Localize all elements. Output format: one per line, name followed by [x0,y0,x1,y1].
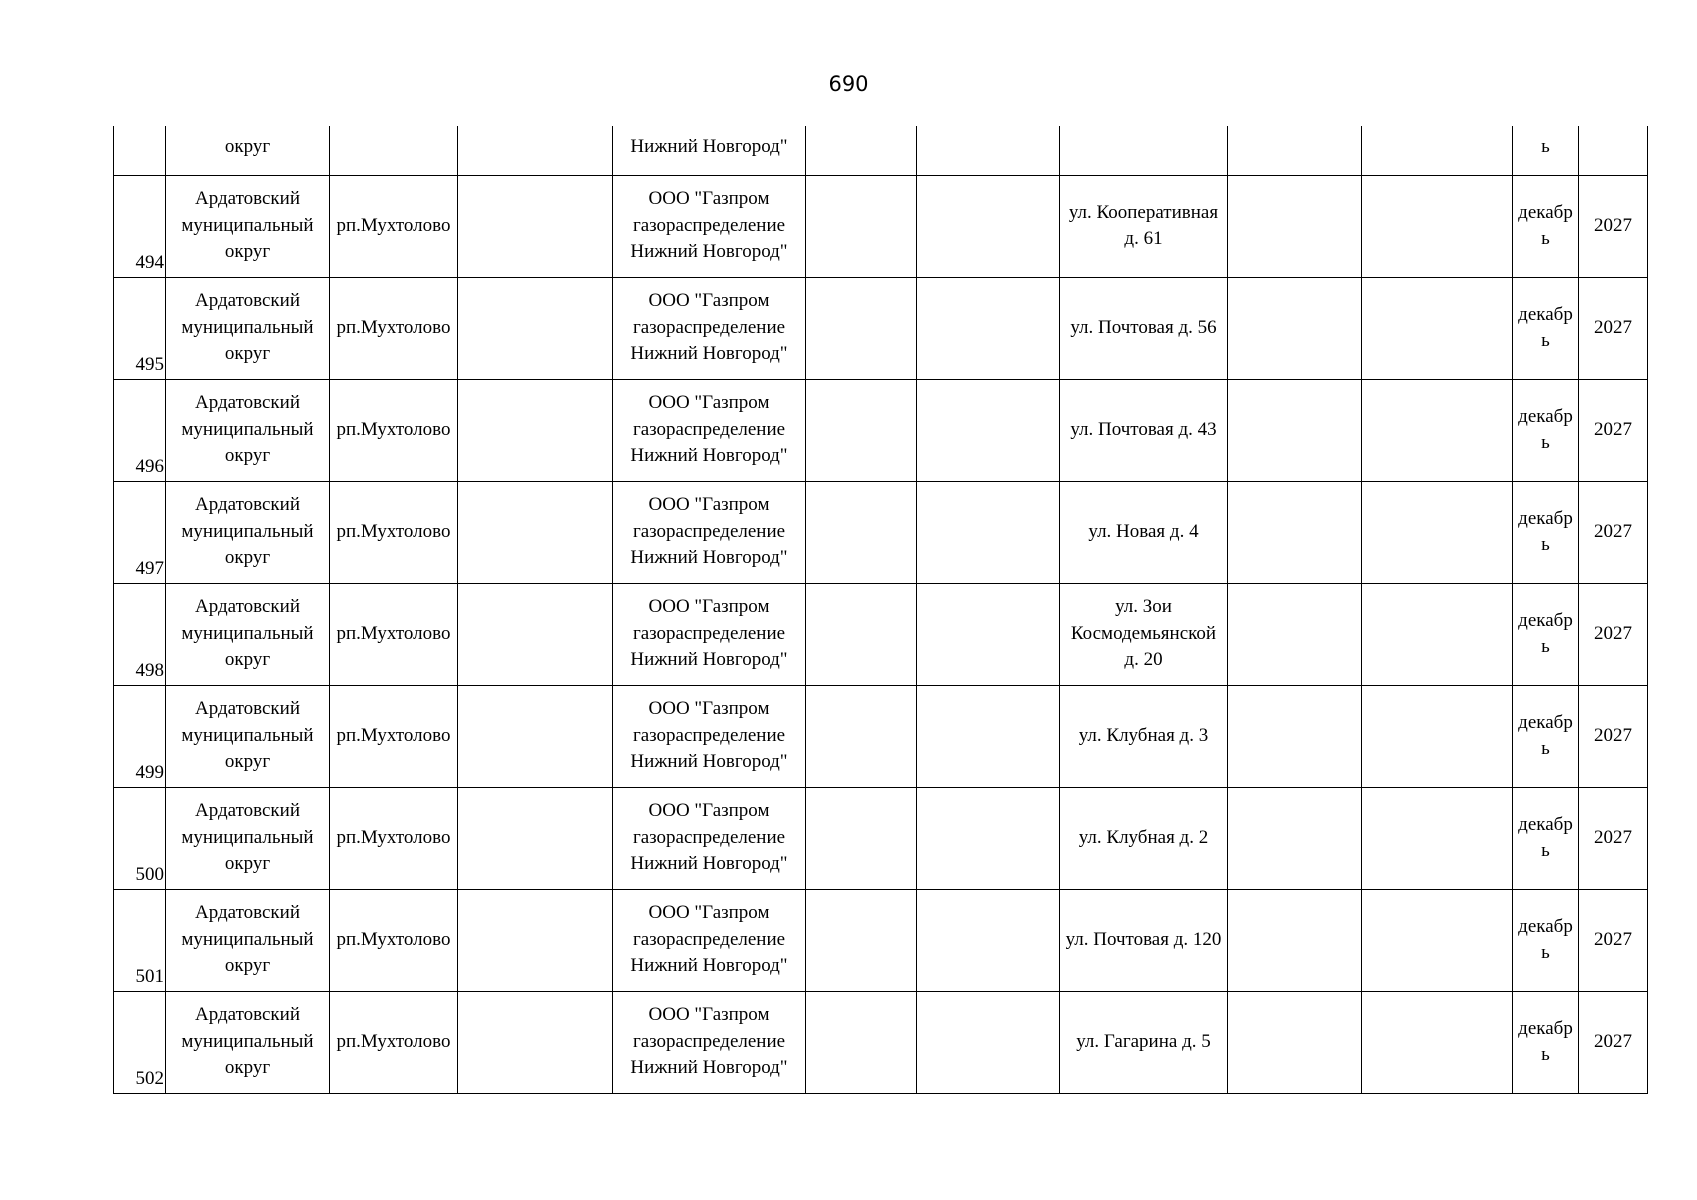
cell-year: 2027 [1579,481,1648,583]
cell-month: ь [1513,126,1579,175]
cell-year: 2027 [1579,277,1648,379]
table-row [114,889,1648,991]
cell-empty [1228,277,1362,379]
cell-org: ООО "Газпром газораспределение Нижний Новгород" [613,685,806,787]
cell-settlement: рп.Мухтолово [330,379,458,481]
cell-empty [458,889,613,991]
cell-district: округ [166,126,330,175]
cell-empty [806,379,917,481]
cell-district: Ардатовский муниципальный округ [166,685,330,787]
cell-empty [458,481,613,583]
table-row [114,481,1648,583]
table-row [114,787,1648,889]
cell-address [1060,126,1228,175]
cell-org: ООО "Газпром газораспределение Нижний Новгород" [613,787,806,889]
cell-year: 2027 [1579,583,1648,685]
cell-num: 499 [114,685,166,787]
cell-org: ООО "Газпром газораспределение Нижний Новгород" [613,583,806,685]
cell-org: Нижний Новгород" [613,126,806,175]
cell-empty [458,379,613,481]
cell-empty [806,685,917,787]
table-body [114,126,1648,1093]
cell-empty [1362,991,1513,1093]
cell-empty [1228,889,1362,991]
cell-org: ООО "Газпром газораспределение Нижний Новгород" [613,481,806,583]
cell-address: ул. Почтовая д. 120 [1060,889,1228,991]
cell-num: 495 [114,277,166,379]
cell-num: 500 [114,787,166,889]
cell-org: ООО "Газпром газораспределение Нижний Новгород" [613,379,806,481]
cell-org: ООО "Газпром газораспределение Нижний Новгород" [613,277,806,379]
cell-month: декабрь [1513,889,1579,991]
cell-empty [1228,787,1362,889]
cell-month: декабрь [1513,991,1579,1093]
cell-month: декабрь [1513,787,1579,889]
cell-district: Ардатовский муниципальный округ [166,889,330,991]
table-row [114,991,1648,1093]
cell-empty [458,685,613,787]
cell-year: 2027 [1579,787,1648,889]
cell-settlement: рп.Мухтолово [330,787,458,889]
cell-empty [1228,685,1362,787]
cell-empty [1228,379,1362,481]
table-row [114,583,1648,685]
cell-empty [806,126,917,175]
cell-address: ул. Клубная д. 3 [1060,685,1228,787]
cell-empty [806,889,917,991]
cell-address: ул. Новая д. 4 [1060,481,1228,583]
cell-num: 494 [114,175,166,277]
cell-empty [917,889,1060,991]
cell-empty [458,787,613,889]
cell-month: декабрь [1513,379,1579,481]
cell-empty [917,126,1060,175]
cell-settlement: рп.Мухтолово [330,991,458,1093]
cell-year [1579,126,1648,175]
cell-empty [1228,175,1362,277]
cell-month: декабрь [1513,685,1579,787]
register-table [113,126,1648,1094]
cell-district: Ардатовский муниципальный округ [166,583,330,685]
cell-address: ул. Гагарина д. 5 [1060,991,1228,1093]
cell-district: Ардатовский муниципальный округ [166,175,330,277]
cell-empty [458,175,613,277]
cell-empty [917,277,1060,379]
cell-empty [1362,277,1513,379]
cell-org: ООО "Газпром газораспределение Нижний Новгород" [613,175,806,277]
cell-empty [917,583,1060,685]
cell-address: ул. Почтовая д. 43 [1060,379,1228,481]
continuation-row [114,126,1648,175]
cell-empty [806,583,917,685]
cell-settlement [330,126,458,175]
cell-settlement: рп.Мухтолово [330,685,458,787]
cell-settlement: рп.Мухтолово [330,277,458,379]
cell-empty [1362,481,1513,583]
cell-empty [917,685,1060,787]
cell-num: 496 [114,379,166,481]
cell-empty [1362,126,1513,175]
cell-empty [458,583,613,685]
table-row [114,175,1648,277]
cell-empty [458,277,613,379]
cell-empty [806,787,917,889]
cell-num: 497 [114,481,166,583]
cell-empty [917,481,1060,583]
cell-district: Ардатовский муниципальный округ [166,991,330,1093]
cell-empty [917,787,1060,889]
cell-year: 2027 [1579,685,1648,787]
cell-empty [1228,481,1362,583]
cell-settlement: рп.Мухтолово [330,481,458,583]
cell-empty [917,379,1060,481]
cell-empty [806,991,917,1093]
cell-empty [458,126,613,175]
cell-num: 502 [114,991,166,1093]
cell-address: ул. Клубная д. 2 [1060,787,1228,889]
cell-empty [1362,685,1513,787]
cell-year: 2027 [1579,889,1648,991]
cell-num [114,126,166,175]
table-row [114,685,1648,787]
cell-address: ул. Зои Космодемьянской д. 20 [1060,583,1228,685]
cell-empty [458,991,613,1093]
cell-empty [917,991,1060,1093]
page-number: 690 [828,72,869,96]
cell-empty [1362,787,1513,889]
cell-empty [806,175,917,277]
cell-empty [1228,583,1362,685]
cell-settlement: рп.Мухтолово [330,583,458,685]
cell-year: 2027 [1579,991,1648,1093]
cell-empty [1228,991,1362,1093]
cell-month: декабрь [1513,583,1579,685]
cell-district: Ардатовский муниципальный округ [166,481,330,583]
cell-org: ООО "Газпром газораспределение Нижний Новгород" [613,991,806,1093]
cell-address: ул. Кооперативная д. 61 [1060,175,1228,277]
cell-settlement: рп.Мухтолово [330,175,458,277]
cell-month: декабрь [1513,175,1579,277]
cell-month: декабрь [1513,481,1579,583]
cell-empty [1362,889,1513,991]
cell-empty [806,277,917,379]
cell-num: 498 [114,583,166,685]
cell-month: декабрь [1513,277,1579,379]
cell-empty [1362,175,1513,277]
cell-org: ООО "Газпром газораспределение Нижний Новгород" [613,889,806,991]
table-row [114,277,1648,379]
cell-empty [917,175,1060,277]
cell-empty [1228,126,1362,175]
cell-empty [1362,379,1513,481]
table-row [114,379,1648,481]
cell-year: 2027 [1579,175,1648,277]
cell-address: ул. Почтовая д. 56 [1060,277,1228,379]
cell-empty [1362,583,1513,685]
cell-year: 2027 [1579,379,1648,481]
cell-district: Ардатовский муниципальный округ [166,787,330,889]
cell-district: Ардатовский муниципальный округ [166,277,330,379]
cell-empty [806,481,917,583]
cell-settlement: рп.Мухтолово [330,889,458,991]
cell-num: 501 [114,889,166,991]
cell-district: Ардатовский муниципальный округ [166,379,330,481]
